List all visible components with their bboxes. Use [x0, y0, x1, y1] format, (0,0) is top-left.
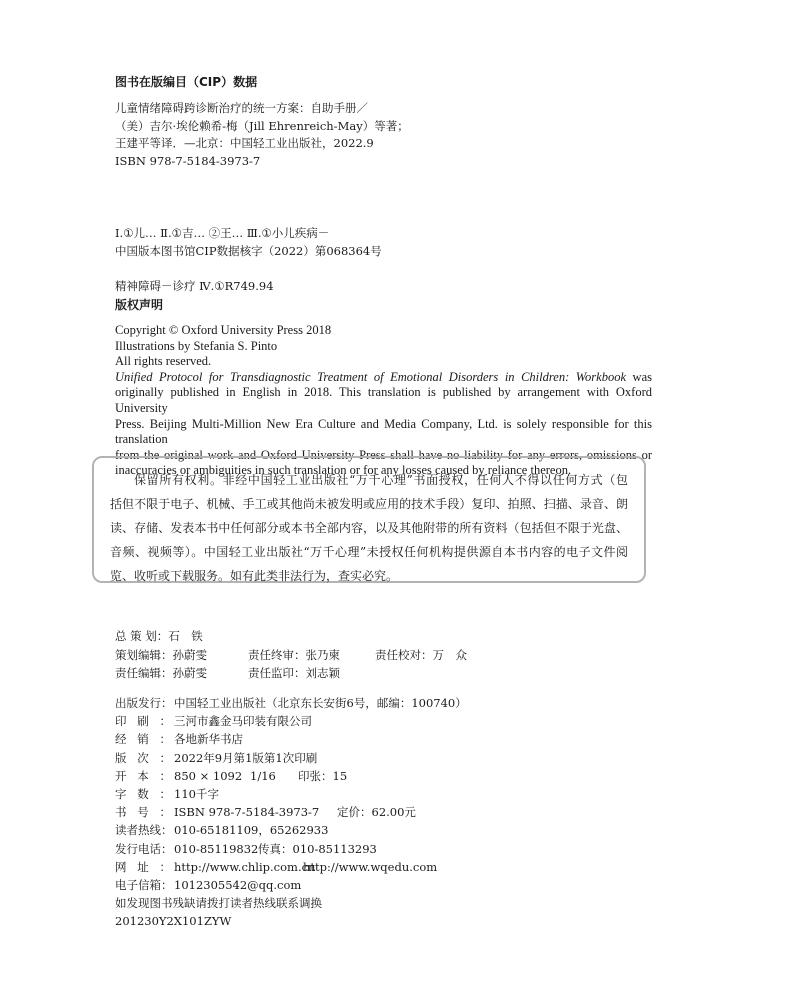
- website-link[interactable]: http://www.wqedu.com: [303, 859, 438, 874]
- copyright-para-line: Unified Protocol for Transdiagnostic Treatment of Emotional Disorders in Children: Workbook was: [115, 369, 652, 384]
- illustrations-line: Illustrations by Stefania S. Pinto: [115, 338, 278, 353]
- cip-line: （美）吉尔·埃伦赖希-梅（Jill Ehrenreich-May）等著；: [115, 118, 409, 133]
- fax: 传真：010-85113293: [258, 841, 377, 856]
- edition: 2022年9月第1版第1次印刷: [174, 750, 318, 765]
- print-supervisor: 责任监印：刘志颖: [248, 666, 340, 680]
- isbn-label: 书号：: [115, 805, 171, 820]
- reader-hotline-label: 读者热线：: [115, 823, 173, 838]
- publisher-label: 出版发行：: [115, 696, 173, 710]
- email[interactable]: 1012305542@qq.com: [174, 877, 302, 892]
- notice-line: 读、存储、发表本书中任何部分或本书全部内容，以及其他附带的所有资料（包括但不限于光盘、: [110, 521, 628, 535]
- rights-line: All rights reserved.: [115, 354, 212, 369]
- rights-notice-box: [92, 456, 646, 583]
- reader-hotline: 010-65181109，65262933: [174, 823, 329, 838]
- website-link[interactable]: http://www.chlip.com.cn: [174, 859, 316, 874]
- defect-notice: 如发现图书残缺请拨打读者热线联系调换: [115, 896, 322, 911]
- copyright-heading: 版权声明: [115, 298, 164, 312]
- website-label: 网址：: [115, 859, 171, 874]
- responsible-editor: 责任编辑：孙蔚雯: [115, 666, 207, 680]
- copyright-line: Copyright © Oxford University Press 2018: [115, 323, 332, 337]
- cip-subject-line: Ⅰ.①儿… Ⅱ.①吉… ②王… Ⅲ.①小儿疾病－: [115, 226, 330, 240]
- price: 定价：62.00元: [337, 805, 416, 820]
- publisher: 中国轻工业出版社（北京东长安街6号，邮编：100740）: [174, 696, 467, 710]
- proofreader: 责任校对：万 众: [375, 647, 467, 662]
- print-code: 201230Y2X101ZYW: [115, 914, 232, 929]
- format: 850 × 1092: [174, 768, 243, 783]
- cip-subject-line: 精神障碍－诊疗 Ⅳ.①R749.94: [115, 278, 274, 293]
- edition-label: 版次：: [115, 750, 171, 765]
- email-label: 电子信箱：: [115, 877, 173, 892]
- cip-record: [115, 100, 409, 170]
- word-count-label: 字数：: [115, 786, 171, 801]
- printer-label: 印刷：: [115, 714, 171, 729]
- cip-line: ISBN 978-7-5184-3973-7: [115, 153, 261, 168]
- word-count: 110千字: [174, 786, 219, 801]
- sales-phone-label: 发行电话：: [115, 841, 173, 856]
- cip-number: 中国版本图书馆CIP数据核字（2022）第068364号: [115, 244, 382, 258]
- printed-sheets: 印张：15: [298, 768, 348, 783]
- format-label: 开本：: [115, 768, 171, 783]
- copyright-para-line: inaccuracies or ambiguities in such translation or for any losses caused by reliance thereon.: [115, 463, 572, 478]
- notice-line: 音频、视频等）。中国轻工业出版社“万千心理”未授权任何机构提供源自本书内容的电子文件阅: [110, 545, 628, 559]
- distributor: 各地新华书店: [174, 732, 243, 747]
- original-title: Unified Protocol for Transdiagnostic Treatment of Emotional Disorders in Children: Workbook: [115, 369, 627, 384]
- planning-editor: 策划编辑：孙蔚雯: [115, 647, 207, 662]
- format-fold: 1/16: [250, 768, 276, 783]
- sales-phone: 010-85119832: [174, 841, 259, 856]
- printer: 三河市鑫金马印装有限公司: [174, 714, 312, 729]
- cip-line: 儿童情绪障碍跨诊断治疗的统一方案：自助手册／: [115, 101, 368, 115]
- chief-planner: 总 策 划：石 铁: [115, 629, 203, 643]
- notice-line: 括但不限于电子、机械、手工或其他尚未被发明或应用的技术手段）复印、拍照、扫描、录音、朗: [110, 497, 628, 511]
- notice-line: 览、收听或下载服务。如有此类非法行为，查实必究。: [110, 569, 399, 583]
- copyright-para-line: originally published in English in 2018. This translation is published by arrangement with Oxford University: [115, 385, 652, 415]
- final-reviewer: 责任终审：张乃柬: [248, 647, 340, 662]
- notice-line: 保留所有权利。非经中国轻工业出版社“万千心理”书面授权，任何人不得以任何方式（包: [134, 473, 628, 487]
- cip-heading: 图书在版编目（CIP）数据: [115, 75, 258, 89]
- isbn: ISBN 978-7-5184-3973-7: [174, 805, 320, 820]
- cip-line: 王建平等译．—北京：中国轻工业出版社，2022.9: [115, 136, 374, 150]
- copyright-para-line: Press. Beijing Multi-Million New Era Culture and Media Company, Ltd. is solely responsible for this translation: [115, 416, 652, 447]
- distributor-label: 经销：: [115, 732, 171, 747]
- copyright-para-line: from the original work and Oxford University Press shall have no liability for any errors, omissions or: [115, 447, 652, 462]
